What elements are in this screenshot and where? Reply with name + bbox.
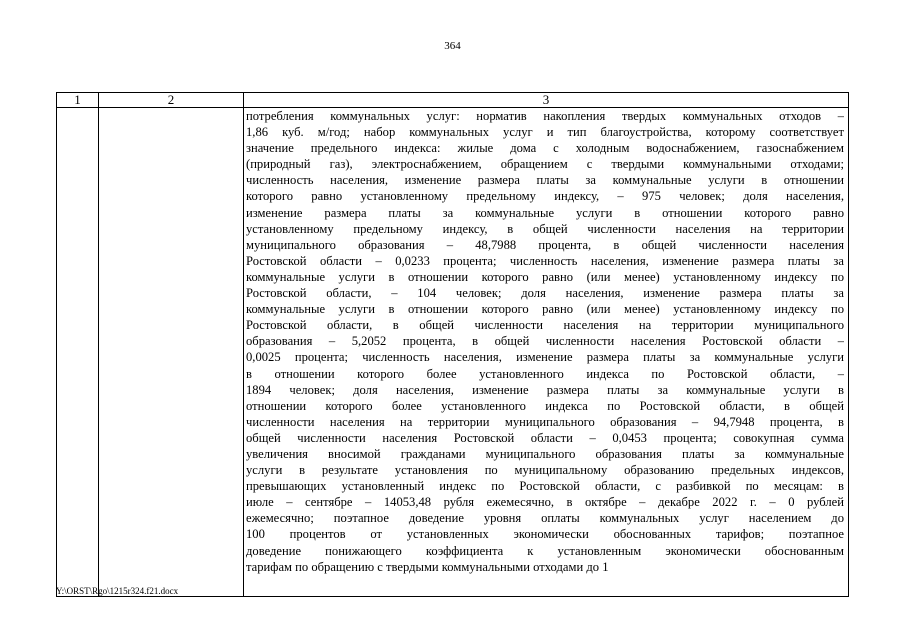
- text-line: численности населения на территории муниципального образования – 94,7948 процента, в: [246, 414, 844, 429]
- text-line: муниципального образования – 48,7988 процента, в общей численности населения: [246, 237, 844, 252]
- text-line: июле – сентябре – 14053,48 рубля ежемесячно, в октябре – декабре 2022 г. – 0 рублей: [246, 495, 844, 510]
- text-line: Ростовской области, в общей численности населения на территории муниципального: [246, 318, 844, 333]
- text-line: коммунальные услуги в отношении которого равно (или менее) установленному индексу по: [246, 302, 844, 317]
- column-header-2: 2: [99, 93, 244, 108]
- table-row: [57, 108, 849, 597]
- cell-col-3-text: [244, 108, 848, 575]
- text-line: 0,0025 процента; численность населения, изменение размера платы за коммунальные услуги: [246, 350, 844, 365]
- text-line: численность населения, изменение размера платы за коммунальные услуги в отношении: [246, 173, 844, 188]
- document-table: [56, 92, 849, 597]
- text-line: (природный газ), электроснабжением, обращением с твердыми коммунальными отходами;: [246, 157, 844, 172]
- text-line: ежемесячно; поэтапное доведение уровня оплаты коммунальных услуг населением до: [246, 511, 844, 526]
- text-line: в отношении которого более установленного индекса по Ростовской области, –: [246, 366, 844, 381]
- text-line: потребления коммунальных услуг: норматив накопления твердых коммунальных отходов –: [246, 109, 844, 123]
- page-number: 364: [444, 40, 461, 52]
- text-line: Ростовской области – 0,0233 процента; численность населения, изменение размера платы за: [246, 253, 844, 268]
- cell-col-3: [244, 108, 849, 597]
- column-header-3: 3: [244, 93, 849, 108]
- text-line: установленному предельному индексу, в общей численности населения на территории: [246, 221, 844, 236]
- column-header-1: 1: [57, 93, 99, 108]
- text-line: образования – 5,2052 процента, в общей численности населения Ростовской области –: [246, 334, 844, 349]
- text-line: услуги в результате установления по муниципальному образованию предельных индексов,: [246, 463, 844, 478]
- text-line: 1,86 куб. м/год; набор коммунальных услуг и тип благоустройства, которому соответствует: [246, 125, 844, 140]
- text-line: 100 процентов от установленных экономически обоснованных тарифов; поэтапное: [246, 527, 844, 542]
- cell-col-2: [99, 108, 244, 597]
- text-line: общей численности населения Ростовской области – 0,0453 процента; совокупная сумма: [246, 430, 844, 445]
- footer-file-path: Y:\ORST\Rgo\1215r324.f21.docx: [56, 586, 179, 596]
- text-line: превышающих установленный индекс по Ростовской области, с разбивкой по месяцам: в: [246, 479, 844, 494]
- text-line: коммунальные услуги в отношении которого равно (или менее) установленному индексу по: [246, 269, 844, 284]
- text-line: значение предельного индекса: жилые дома с холодным водоснабжением, газоснабжением: [246, 141, 844, 156]
- text-line: 1894 человек; доля населения, изменение размера платы за коммунальные услуги в: [246, 382, 844, 397]
- cell-col-1: [57, 108, 99, 597]
- text-line: тарифам по обращению с твердыми коммунальными отходами до 1: [246, 559, 609, 574]
- text-line: увеличения вносимой гражданами муниципального образования платы за коммунальные: [246, 446, 844, 461]
- text-line: Ростовской области, – 104 человек; доля населения, изменение размера платы за: [246, 286, 844, 301]
- text-line: отношении которого более установленного индекса по Ростовской области, в общей: [246, 398, 844, 413]
- text-line: доведение понижающего коэффициента к установленным экономически обоснованным: [246, 543, 844, 558]
- text-line: изменение размера платы за коммунальные услуги в отношении которого равно: [246, 205, 844, 220]
- table-header-row: [57, 93, 849, 108]
- text-line: которого равно установленному предельному индексу, – 975 человек; доля населения,: [246, 189, 844, 204]
